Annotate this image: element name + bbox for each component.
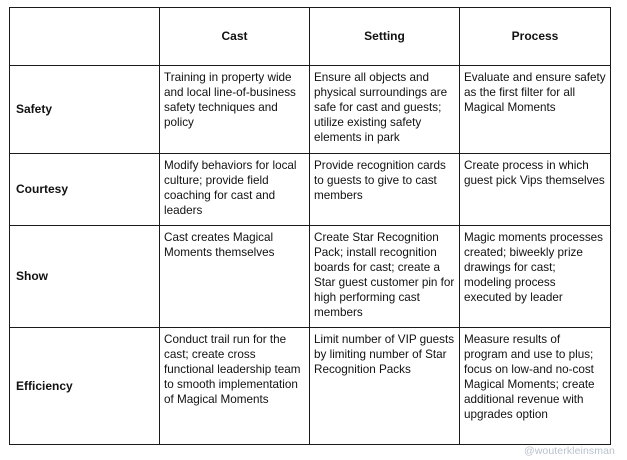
cell-safety-process: Evaluate and ensure safety as the first filter for all Magical Moments xyxy=(460,66,611,154)
table-row xyxy=(10,154,611,226)
cell-show-setting: Create Star Recognition Pack; install recognition boards for cast; create a Star guest customer pin for high performing cast members xyxy=(310,226,460,328)
table-row xyxy=(10,66,611,154)
header-row xyxy=(10,8,611,66)
row-label-courtesy: Courtesy xyxy=(10,154,160,226)
header-corner-cell xyxy=(10,8,160,66)
cell-efficiency-cast: Conduct trail run for the cast; create cross functional leadership team to smooth implementation of Magical Moments xyxy=(160,328,310,445)
row-label-efficiency: Efficiency xyxy=(10,328,160,445)
header-setting: Setting xyxy=(310,8,460,66)
cell-show-process: Magic moments processes created; biweekly prize drawings for cast; modeling process executed by leader xyxy=(460,226,611,328)
header-process: Process xyxy=(460,8,611,66)
cell-efficiency-process: Measure results of program and use to plus; focus on low-and no-cost Magical Moments; create additional revenue with upgrades option xyxy=(460,328,611,445)
row-label-show: Show xyxy=(10,226,160,328)
cell-courtesy-cast: Modify behaviors for local culture; provide field coaching for cast and leaders xyxy=(160,154,310,226)
magical-moments-table xyxy=(9,7,611,445)
header-cast: Cast xyxy=(160,8,310,66)
cell-show-cast: Cast creates Magical Moments themselves xyxy=(160,226,310,328)
cell-courtesy-setting: Provide recognition cards to guests to give to cast members xyxy=(310,154,460,226)
cell-courtesy-process: Create process in which guest pick Vips themselves xyxy=(460,154,611,226)
cell-safety-setting: Ensure all objects and physical surroundings are safe for cast and guests; utilize existing safety elements in park xyxy=(310,66,460,154)
cell-safety-cast: Training in property wide and local line-of-business safety techniques and policy xyxy=(160,66,310,154)
row-label-safety: Safety xyxy=(10,66,160,154)
table-row xyxy=(10,226,611,328)
cell-efficiency-setting: Limit number of VIP guests by limiting number of Star Recognition Packs xyxy=(310,328,460,445)
watermark: @wouterkleinsman xyxy=(523,445,615,457)
table-row xyxy=(10,328,611,445)
